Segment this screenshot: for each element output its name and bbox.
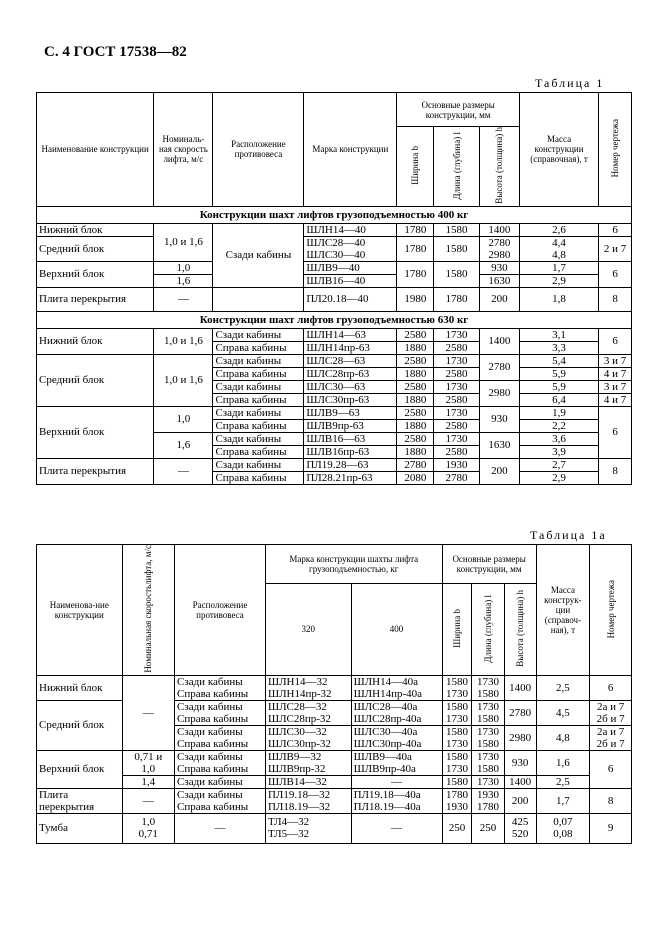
cell-name: Нижний блок xyxy=(37,675,123,700)
cell-mass: 2,2 xyxy=(519,419,598,432)
cell-location: Сзади кабины Справа кабины xyxy=(175,750,266,775)
cell-height: 2780 xyxy=(479,354,519,380)
col-header-width-text: Ширина b xyxy=(410,145,421,185)
cell-drawing: 8 xyxy=(599,287,632,311)
cell-name: Средний блок xyxy=(37,354,154,406)
cell-drawing: 3 и 7 xyxy=(599,354,632,367)
cell-width: 1880 xyxy=(397,419,434,432)
cell-length: 2580 xyxy=(434,393,479,406)
cell-width: 2580 xyxy=(397,432,434,445)
cell-width: 1880 xyxy=(397,445,434,458)
cell-drawing: 6 xyxy=(590,750,632,788)
cell-width: 2780 xyxy=(397,458,434,471)
cell-name: Плита перекрытия xyxy=(37,287,154,311)
cell-location xyxy=(213,287,304,311)
cell-length: 2580 xyxy=(434,367,479,380)
cell-name: Средний блок xyxy=(37,236,154,261)
col-header-speed: Номиналь-ная скорость лифта, м/с xyxy=(154,93,213,207)
cell-drawing: 6 xyxy=(599,223,632,236)
table-1a xyxy=(36,544,632,844)
cell-name: Верхний блок xyxy=(37,261,154,287)
cell-name: Плита перекрытия xyxy=(37,458,154,484)
cell-mass: 1,7 xyxy=(519,261,598,274)
cell-length: 1730 xyxy=(472,775,504,788)
cell-drawing: 8 xyxy=(599,458,632,484)
cell-length: 1780 xyxy=(434,287,479,311)
cell-mass: 2,5 xyxy=(536,775,590,788)
col-header-mark: Марка конструкции шахты лифта грузоподъемностью, кг xyxy=(265,545,442,584)
cell-length: 1580 xyxy=(434,236,479,261)
cell-width: 1780 xyxy=(397,261,434,287)
cell-mass: 4,5 xyxy=(536,700,590,725)
col-header-length-text: Длина (глубина) l xyxy=(483,594,494,663)
col-header-400: 400 xyxy=(351,584,442,676)
col-header-length-text: Длина (глубина) l xyxy=(451,131,462,200)
cell-location: Сзади кабины Справа кабины xyxy=(175,788,266,813)
table-1 xyxy=(36,92,632,485)
cell-location: Сзади кабины xyxy=(213,380,304,393)
cell-width: 1580 1730 xyxy=(442,750,472,775)
cell-mass: 5,9 xyxy=(519,367,598,380)
cell-width: 2080 xyxy=(397,471,434,484)
cell-length: 1730 1580 xyxy=(472,725,504,750)
cell-mark-320: ШЛВ14—32 xyxy=(265,775,351,788)
cell-mark: ШЛН14—40 xyxy=(304,223,397,236)
cell-length: 1730 xyxy=(434,406,479,419)
cell-width: 1980 xyxy=(397,287,434,311)
cell-drawing: 9 xyxy=(590,813,632,843)
cell-length: 1730 xyxy=(434,354,479,367)
col-header-320: 320 xyxy=(265,584,351,676)
section-630: Конструкции шахт лифтов грузоподъемностью 630 кг xyxy=(37,311,632,328)
cell-drawing: 4 и 7 xyxy=(599,393,632,406)
cell-speed: 1,0 xyxy=(154,261,213,274)
cell-speed: 1,0 и 1,6 xyxy=(154,223,213,261)
cell-location: Сзади кабины xyxy=(175,775,266,788)
cell-width: 2580 xyxy=(397,380,434,393)
col-header-width-text: Ширина b xyxy=(452,608,462,648)
cell-length: 1730 xyxy=(434,432,479,445)
cell-mark: ПЛ20.18—40 xyxy=(304,287,397,311)
cell-width: 1880 xyxy=(397,393,434,406)
cell-mark-400: ПЛ19.18—40а ПЛ18.19—40а xyxy=(351,788,442,813)
cell-width: 1880 xyxy=(397,341,434,354)
cell-width: 2580 xyxy=(397,328,434,341)
col-header-length xyxy=(472,584,504,676)
cell-height: 1400 xyxy=(504,775,536,788)
cell-mark: ШЛС30пр-63 xyxy=(304,393,397,406)
cell-drawing: 6 xyxy=(590,675,632,700)
cell-mark: ШЛС28—40 ШЛС30—40 xyxy=(304,236,397,261)
cell-length: 1730 xyxy=(434,328,479,341)
table-1-caption: Таблица 1 xyxy=(535,76,605,90)
cell-location: Сзади кабины Справа кабины xyxy=(175,725,266,750)
cell-length: 2580 xyxy=(434,445,479,458)
cell-width: 1580 xyxy=(442,775,472,788)
cell-height: 930 xyxy=(479,261,519,274)
col-header-width xyxy=(442,584,472,676)
cell-speed: 1,0 и 1,6 xyxy=(154,328,213,354)
cell-mass: 3,3 xyxy=(519,341,598,354)
cell-mass: 3,6 xyxy=(519,432,598,445)
cell-location: Справа кабины xyxy=(213,471,304,484)
cell-mass: 0,07 0,08 xyxy=(536,813,590,843)
cell-name: Средний блок xyxy=(37,700,123,750)
cell-speed: 1,4 xyxy=(122,775,174,788)
cell-drawing: 3 и 7 xyxy=(599,380,632,393)
cell-mark: ШЛВ16пр-63 xyxy=(304,445,397,458)
cell-speed: 1,0 xyxy=(154,406,213,432)
cell-name: Тумба xyxy=(37,813,123,843)
cell-height: 930 xyxy=(479,406,519,432)
cell-height: 2980 xyxy=(504,725,536,750)
cell-mass: 1,9 xyxy=(519,406,598,419)
col-header-height-text: Высота (толщина) h xyxy=(515,589,526,667)
cell-location: Сзади кабины Справа кабины xyxy=(175,675,266,700)
cell-mark-400: — xyxy=(351,813,442,843)
cell-mass: 3,1 xyxy=(519,328,598,341)
cell-mark: ШЛС28—63 xyxy=(304,354,397,367)
cell-mark-320: ШЛВ9—32 ШЛВ9пр-32 xyxy=(265,750,351,775)
page-header: С. 4 ГОСТ 17538—82 xyxy=(44,44,187,60)
cell-height: 200 xyxy=(479,458,519,484)
cell-length: 2780 xyxy=(434,471,479,484)
col-header-mass: Масса конструкции (справочная), т xyxy=(519,93,598,207)
cell-location: Справа кабины xyxy=(213,341,304,354)
cell-drawing: 6 xyxy=(599,261,632,287)
cell-location: — xyxy=(175,813,266,843)
cell-mark: ШЛВ9—63 xyxy=(304,406,397,419)
cell-mark-320: ШЛС28—32 ШЛС28пр-32 xyxy=(265,700,351,725)
cell-height: 1400 xyxy=(504,675,536,700)
cell-mark-400: ШЛС30—40а ШЛС30пр-40а xyxy=(351,725,442,750)
col-header-length xyxy=(434,127,479,207)
cell-speed: 1,6 xyxy=(154,274,213,287)
cell-drawing: 2а и 7 2б и 7 xyxy=(590,700,632,725)
col-header-height-text: Высота (толщина) h xyxy=(494,127,505,204)
cell-width: 2580 xyxy=(397,354,434,367)
cell-width: 250 xyxy=(442,813,472,843)
cell-mark: ШЛН14—63 xyxy=(304,328,397,341)
col-header-mass: Масса конструк-ции (справоч-ная), т xyxy=(536,545,590,676)
cell-height: 200 xyxy=(479,287,519,311)
cell-mark-400: ШЛС28—40а ШЛС28пр-40а xyxy=(351,700,442,725)
col-header-speed-text: Номинальная скоростьлифта, м/с xyxy=(143,545,154,673)
cell-name: Верхний блок xyxy=(37,406,154,458)
cell-location: Сзади кабины xyxy=(213,328,304,341)
cell-mass: 2,7 xyxy=(519,458,598,471)
cell-width: 1780 xyxy=(397,223,434,236)
cell-location: Справа кабины xyxy=(213,445,304,458)
cell-mass: 2,9 xyxy=(519,471,598,484)
cell-length: 2580 xyxy=(434,341,479,354)
cell-location: Сзади кабины xyxy=(213,223,304,287)
cell-mass: 5,9 xyxy=(519,380,598,393)
cell-mass: 2,9 xyxy=(519,274,598,287)
cell-location: Справа кабины xyxy=(213,393,304,406)
cell-speed: 0,71 и 1,0 xyxy=(122,750,174,775)
cell-drawing: 4 и 7 xyxy=(599,367,632,380)
cell-mark: ШЛС28пр-63 xyxy=(304,367,397,380)
col-header-height xyxy=(479,127,519,207)
cell-mass: 5,4 xyxy=(519,354,598,367)
col-header-drawing-text: Номер чертежа xyxy=(610,119,621,178)
cell-length: 1580 xyxy=(434,261,479,287)
cell-mass: 4,8 xyxy=(536,725,590,750)
cell-mass: 6,4 xyxy=(519,393,598,406)
cell-mark: ШЛВ16—40 xyxy=(304,274,397,287)
cell-length: 1730 1580 xyxy=(472,700,504,725)
cell-mark: ШЛВ16—63 xyxy=(304,432,397,445)
cell-mass: 1,6 xyxy=(536,750,590,775)
cell-drawing: 2а и 7 2б и 7 xyxy=(590,725,632,750)
cell-mass: 4,4 4,8 xyxy=(519,236,598,261)
table-1a-caption: Таблица 1а xyxy=(530,528,607,542)
cell-height: 930 xyxy=(504,750,536,775)
cell-height: 1630 xyxy=(479,432,519,458)
col-header-location: Расположение противовеса xyxy=(175,545,266,676)
cell-location: Сзади кабины xyxy=(213,354,304,367)
cell-height: 1400 xyxy=(479,223,519,236)
cell-mark-320: ПЛ19.18—32 ПЛ18.19—32 xyxy=(265,788,351,813)
cell-name: Верхний блок xyxy=(37,750,123,788)
cell-speed: — xyxy=(122,675,174,750)
cell-mark: ШЛВ9пр-63 xyxy=(304,419,397,432)
col-header-drawing-text: Номер чертежа xyxy=(605,579,616,638)
cell-speed: — xyxy=(154,458,213,484)
cell-name: Плита перекрытия xyxy=(37,788,123,813)
col-header-mark: Марка конструкции xyxy=(304,93,397,207)
cell-speed: — xyxy=(122,788,174,813)
cell-mark-400: — xyxy=(351,775,442,788)
cell-mass: 2,6 xyxy=(519,223,598,236)
cell-drawing: 6 xyxy=(599,406,632,458)
cell-mass: 1,8 xyxy=(519,287,598,311)
cell-speed: 1,0 и 1,6 xyxy=(154,354,213,406)
col-header-width xyxy=(397,127,434,207)
cell-location: Справа кабины xyxy=(213,367,304,380)
cell-width: 1580 1730 xyxy=(442,725,472,750)
cell-width: 1780 xyxy=(397,236,434,261)
cell-length: 2580 xyxy=(434,419,479,432)
cell-width: 1580 1730 xyxy=(442,675,472,700)
col-header-dims: Основные размеры конструкции, мм xyxy=(397,93,520,127)
cell-mark: ШЛН14пр-63 xyxy=(304,341,397,354)
col-header-name: Наименование конструкции xyxy=(37,93,154,207)
cell-location: Сзади кабины xyxy=(213,432,304,445)
cell-length: 1930 xyxy=(434,458,479,471)
cell-mass: 1,7 xyxy=(536,788,590,813)
cell-location: Сзади кабины Справа кабины xyxy=(175,700,266,725)
cell-mass: 2,5 xyxy=(536,675,590,700)
col-header-speed xyxy=(122,545,174,676)
cell-length: 1730 1580 xyxy=(472,750,504,775)
cell-name: Нижний блок xyxy=(37,223,154,236)
cell-location: Сзади кабины xyxy=(213,458,304,471)
cell-mark: ШЛС30—63 xyxy=(304,380,397,393)
cell-length: 1580 xyxy=(434,223,479,236)
cell-height: 1400 xyxy=(479,328,519,354)
cell-mark-320: ШЛН14—32 ШЛН14пр-32 xyxy=(265,675,351,700)
col-header-location: Расположение противовеса xyxy=(213,93,304,207)
cell-width: 1580 1730 xyxy=(442,700,472,725)
cell-speed: — xyxy=(154,287,213,311)
cell-mark: ШЛВ9—40 xyxy=(304,261,397,274)
cell-location: Справа кабины xyxy=(213,419,304,432)
cell-mass: 3,9 xyxy=(519,445,598,458)
cell-height: 2980 xyxy=(479,380,519,406)
cell-height: 200 xyxy=(504,788,536,813)
cell-speed: 1,0 0,71 xyxy=(122,813,174,843)
cell-mark-400: ШЛВ9—40а ШЛВ9пр-40а xyxy=(351,750,442,775)
col-header-dims: Основные размеры конструкции, мм xyxy=(442,545,536,584)
cell-name: Нижний блок xyxy=(37,328,154,354)
cell-width: 2580 xyxy=(397,406,434,419)
cell-location: Сзади кабины xyxy=(213,406,304,419)
cell-mark-320: ШЛС30—32 ШЛС30пр-32 xyxy=(265,725,351,750)
cell-mark: ПЛ19.28—63 xyxy=(304,458,397,471)
cell-mark-400: ШЛН14—40а ШЛН14пр-40а xyxy=(351,675,442,700)
cell-mark: ПЛ28.21пр-63 xyxy=(304,471,397,484)
cell-height: 2780 xyxy=(504,700,536,725)
cell-drawing: 6 xyxy=(599,328,632,354)
cell-width: 1880 xyxy=(397,367,434,380)
cell-mark-320: ТЛ4—32 ТЛ5—32 xyxy=(265,813,351,843)
cell-length: 1730 xyxy=(434,380,479,393)
cell-width: 1780 1930 xyxy=(442,788,472,813)
cell-length: 250 xyxy=(472,813,504,843)
col-header-name: Наименова-ние конструкции xyxy=(37,545,123,676)
col-header-drawing xyxy=(590,545,632,676)
col-header-drawing xyxy=(599,93,632,207)
cell-drawing: 8 xyxy=(590,788,632,813)
section-400: Конструкции шахт лифтов грузоподъемностью 400 кг xyxy=(37,206,632,223)
cell-length: 1730 1580 xyxy=(472,675,504,700)
cell-length: 1930 1780 xyxy=(472,788,504,813)
cell-height: 425 520 xyxy=(504,813,536,843)
cell-height: 2780 2980 xyxy=(479,236,519,261)
cell-speed: 1,6 xyxy=(154,432,213,458)
cell-drawing: 2 и 7 xyxy=(599,236,632,261)
col-header-height xyxy=(504,584,536,676)
cell-height: 1630 xyxy=(479,274,519,287)
